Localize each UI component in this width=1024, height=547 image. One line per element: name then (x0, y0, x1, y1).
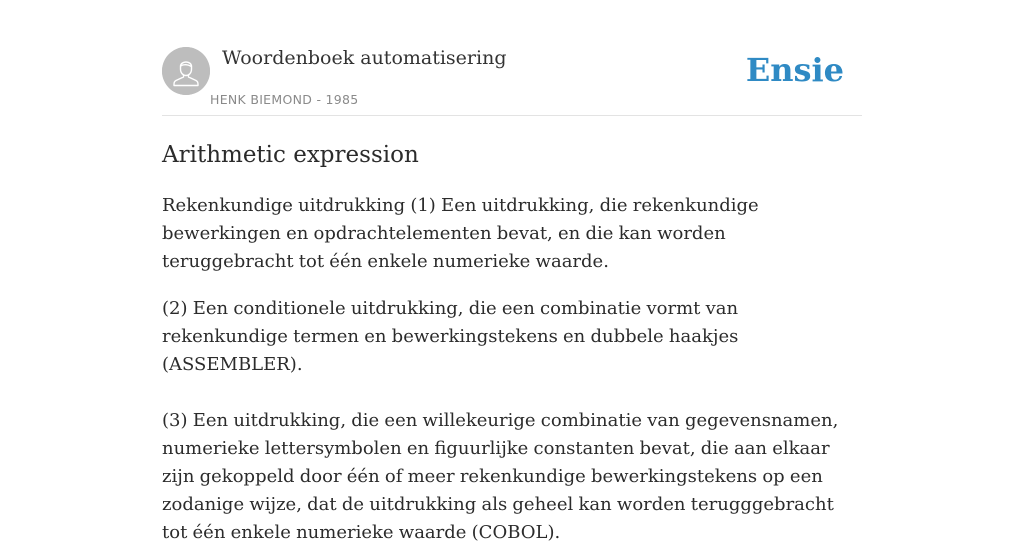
user-silhouette-icon (162, 47, 210, 95)
book-header (162, 46, 862, 116)
entry-term: Arithmetic expression (162, 142, 419, 168)
site-logo[interactable]: Ensie (745, 51, 844, 89)
definition-paragraph: (3) Een uitdrukking, die een willekeurige combinatie van gegevensnamen, numerieke lettersymbolen en figuurlijke constanten bevat, die aan elkaar zijn gekoppeld door één of meer rekenkundige bewerkingstekens op een zodanige wijze, dat de uitdrukking als geheel kan worden terugggebracht tot één enkele numerieke waarde (COBOL). (162, 410, 839, 543)
definition-paragraph: (2) Een conditionele uitdrukking, die een combinatie vormt van rekenkundige termen en bewerkingstekens en dubbele haakjes (ASSEMBLER). (162, 298, 739, 375)
author-year: HENK BIEMOND - 1985 (210, 92, 359, 107)
book-title[interactable]: Woordenboek automatisering (222, 47, 507, 69)
entry-content (162, 140, 862, 547)
definition-paragraph: Rekenkundige uitdrukking (1) Een uitdrukking, die rekenkundige bewerkingen en opdrachtelementen bevat, en die kan worden teruggebracht tot één enkele numerieke waarde. (162, 195, 759, 272)
